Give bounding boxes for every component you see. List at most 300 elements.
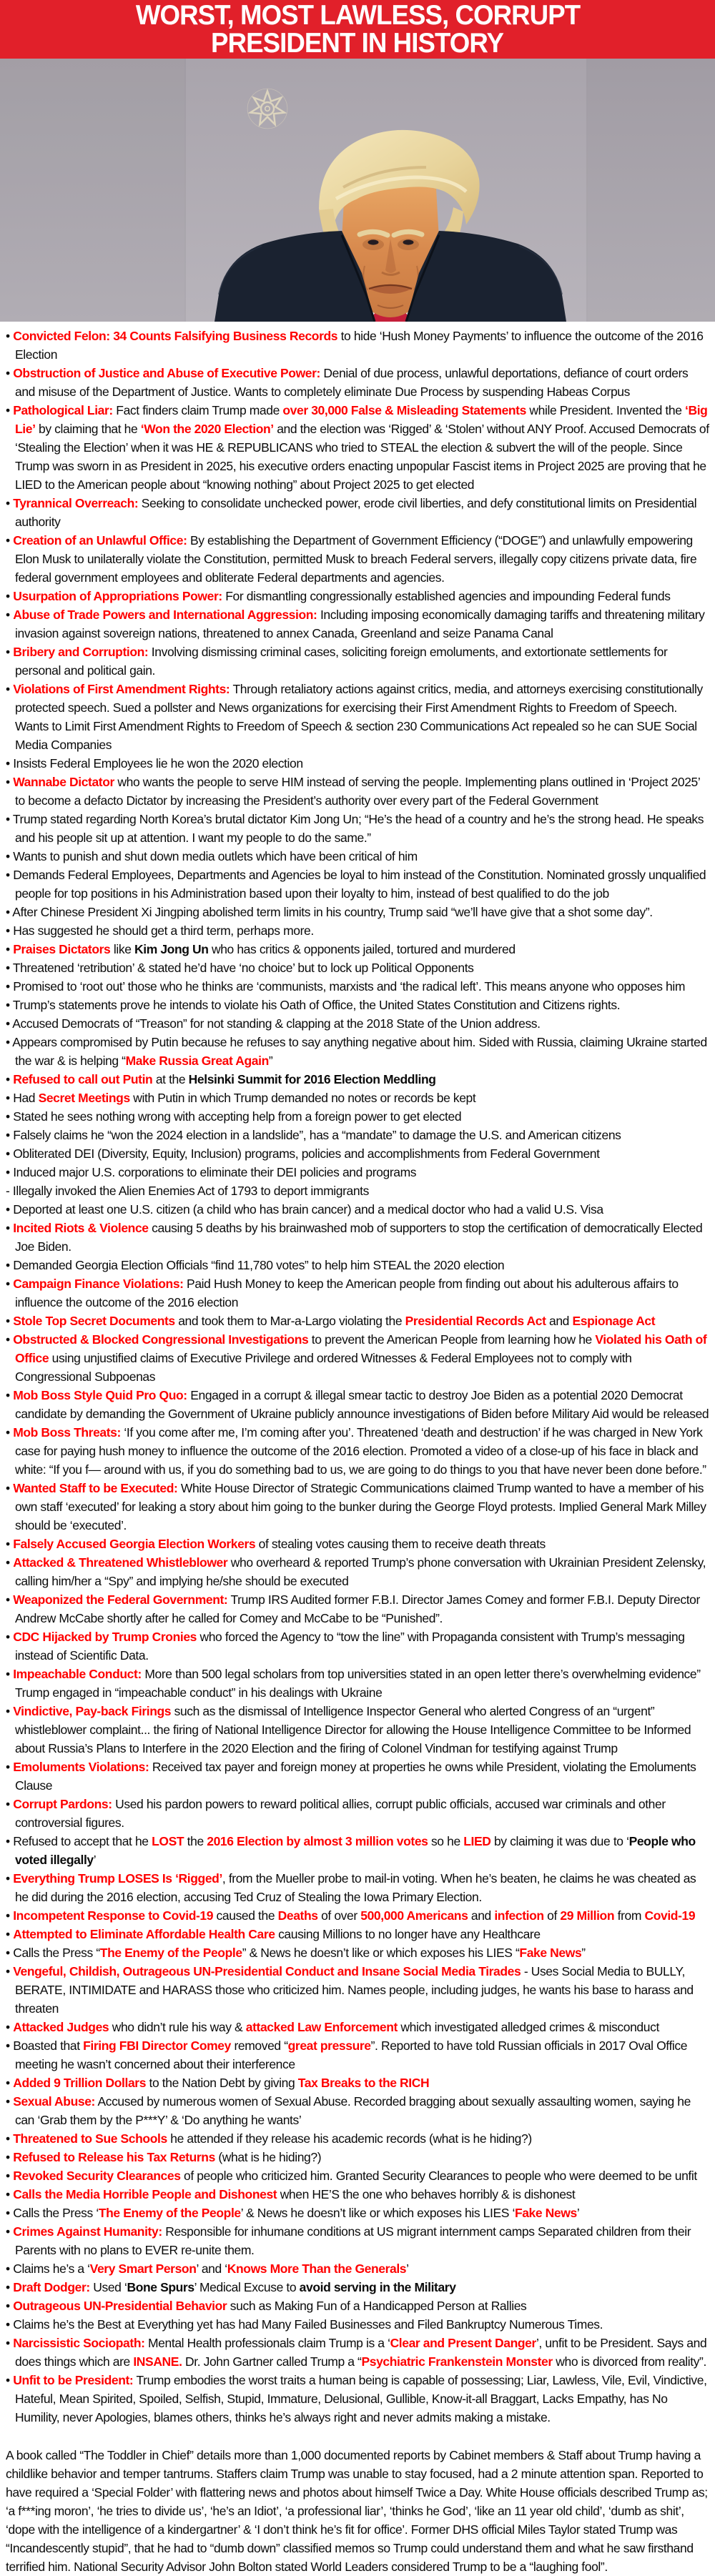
list-item [6,1869,709,1906]
bullet-marker: • [6,1258,14,1272]
text-segment: Responsible for inhumane conditions at US migrant internment camps Separated children from their Parents with no plans to EVER re-unite them. [15,2224,691,2257]
text-segment: who didn’t rule his way & [109,2020,246,2034]
bullet-marker: • [6,775,14,789]
list-item [6,847,709,866]
text-segment: Including imposing economically damaging tariffs and threatening military invasion against sovereign nations, threatened to annex Canada, Greenland and seize Panama Canal [15,608,705,640]
list-item [6,680,709,754]
list-item [6,2036,709,2074]
list-item [6,1925,709,1943]
bullet-marker: • [6,589,14,603]
text-segment: when HE’S the one who behaves horribly & is dishonest [277,2187,576,2201]
bullet-marker: • [6,1630,14,1644]
bullet-marker: • [6,849,14,863]
list-item [6,754,709,773]
text-segment: avoid serving in the Military [299,2280,456,2294]
bullet-marker: • [6,1109,14,1124]
text-segment: of [543,1908,561,1923]
text-segment: Promised to ‘root out’ those who he thinks are ‘communists, marxists and ‘the radical left’. This means anyone who opposes him [13,979,685,994]
bullet-marker: • [6,1016,13,1031]
bullet-marker: • [6,1704,14,1718]
text-segment: For dismantling congressionally established agencies and impounding Federal funds [222,589,671,603]
text-segment: attacked Law Enforcement [245,2020,398,2034]
list-item [6,1832,709,1869]
list-item [6,364,709,401]
list-item [6,1070,709,1089]
bullet-marker: • [6,2169,14,2183]
text-segment: ’ and ‘ [196,2262,227,2276]
text-segment: Espionage Act [572,1314,656,1328]
bullet-marker: • [6,1146,14,1161]
bullet-marker: • [6,1908,14,1923]
list-item [6,1386,709,1423]
bullet-marker: • [6,496,14,510]
list-item [6,940,709,958]
text-segment: of over [317,1908,361,1923]
list-item [6,1535,709,1553]
list-item [6,1906,709,1925]
text-segment: Narcissistic Sociopath: [13,2336,145,2350]
text-segment: Weaponized the Federal Government: [13,1592,228,1607]
text-segment: Denial of due process, unlawful deportations, defiance of court orders and misuse of the Department of Justice. Wants to completely eliminate Due Process by suspending Habeas Corpus [15,366,689,399]
list-item [6,2371,709,2427]
text-segment: Accused Democrats of “Treason” for not standing & clapping at the 2018 State of the Union address. [12,1016,541,1031]
text-segment: Through retaliatory actions against critics, media, and attorneys exercising constitutionally protected speech. Sued a pollster and News organizations for exercising their First Amendment Rights to Freedom of Speech. Wants to Limit First Amendment Rights to Freedom of Speech & section 230 Communications Act repealed so he can SUE Social Media Companies [15,682,703,752]
text-segment: Everything Trump LOSES Is ‘Rigged’ [13,1871,222,1886]
text-segment: Trump embodies the worst traits a human being is capable of possessing; Liar, Lawless, Vile, Evil, Vindictive, Hateful, Mean Spirited, Spoiled, Selfish, Stupid, Immature, Delusional, Gullible, Know-it-all Braggart, Lacks Empathy, has No Humility, never Apologies, blames others, thinks he’s always right and never admits making a mistake. [15,2373,707,2424]
bullet-marker: • [6,2224,14,2239]
text-segment: Fake News [514,2206,577,2220]
bullet-marker: • [6,2206,14,2220]
list-item [6,866,709,903]
bullet-marker: • [6,682,14,696]
bullet-marker: • [6,1871,14,1886]
text-segment: Fact finders claim Trump made [112,403,283,417]
bullet-marker: • [6,998,13,1012]
text-segment: Impeachable Conduct: [13,1667,142,1681]
bullet-marker: • [6,868,14,882]
text-segment: Emoluments Violations: [13,1760,149,1774]
text-segment: Campaign Finance Violations: [13,1277,184,1291]
text-segment: to prevent the American People from learning how he [308,1332,596,1347]
text-segment: Obstructed & Blocked Congressional Investigations [13,1332,309,1347]
text-segment: Usurpation of Appropriations Power: [13,589,222,603]
list-item [6,1089,709,1107]
text-segment: Claims he’s the Best at Everything yet has had Many Failed Businesses and Filed Bankruptcy Numerous Times. [13,2317,603,2332]
bullet-marker: • [6,1425,14,1440]
text-segment: After Chinese President Xi Jingping abolished term limits in his country, Trump said “we’ll have give that a shot some day”. [12,905,653,919]
text-segment: causing 5 deaths by his brainwashed mob of supporters to stop the certification of democratically Elected Joe Biden. [15,1221,703,1254]
list-item [6,921,709,940]
text-segment: Stole Top Secret Documents [13,1314,175,1328]
text-segment: such as Making Fun of a Handicapped Person at Rallies [227,2299,527,2313]
text-segment: Insists Federal Employees lie he won the 2020 election [13,756,303,771]
text-segment: Trump’s statements prove he intends to violate his Oath of Office, the United States Constitution and Citizens rights. [12,998,621,1012]
list-item [6,2297,709,2315]
text-segment: ‘Won the 2020 Election’ [140,422,274,436]
text-segment: with Putin in which Trump demanded no notes or records be kept [129,1091,476,1105]
text-segment: by claiming it was due to ‘ [490,1834,629,1848]
text-segment: and the election was ‘Rigged’ & ‘Stolen’ without ANY Proof. Accused Democrats of ‘Stealing the Election’ when it was HE & REPUBLICANS who tried to STEAL the election & subvert the will of the people. Since Trump was sworn in as President in 2025, his executive orders enacting unpopular Fascist items in Project 2025 are proving that he LIED to the American people about “knowing nothing” about Project 2025 to get elected [15,422,709,492]
text-segment: Dr. John Gartner called Trump a “ [182,2354,362,2369]
text-segment: which investigated alledged crimes & misconduct [397,2020,659,2034]
bullet-marker: • [6,366,14,380]
text-segment: 2016 Election by almost 3 million votes [207,1834,428,1848]
bullet-marker: • [6,923,14,938]
bullet-marker: • [6,979,14,994]
text-segment: Accused by numerous women of Sexual Abuse. Recorded bragging about sexually assaulting women, saying he can ‘Grab them by the P***Y’ & ‘Do anything he wants’ [15,2094,691,2127]
bullet-marker: • [6,1481,14,1495]
text-segment: Involving dismissing criminal cases, soliciting foreign emoluments, and extortionate settlements for personal and political gain. [15,645,668,678]
text-segment: Obliterated DEI (Diversity, Equity, Inclusion) programs, policies and accomplishments from Federal Government [13,1146,600,1161]
text-segment: great pressure [287,2038,371,2053]
text-segment: Received tax payer and foreign money at properties he owns while President, violating the Emoluments Clause [15,1760,696,1793]
list-item [6,1312,709,1330]
text-segment: Abuse of Trade Powers and International Aggression: [13,608,317,622]
bullet-marker: • [6,2076,14,2090]
bullet-marker: • [6,329,14,343]
text-segment: like [110,942,134,956]
text-segment: Fake News [519,1946,582,1960]
text-segment: Calls the Press “ [13,1946,100,1960]
bullet-marker: • [6,2299,14,2313]
text-segment: Clear and Present Danger [390,2336,536,2350]
text-segment: ” & News he doesn’t like or which exposes his LIES “ [242,1946,520,1960]
header-banner [0,0,715,59]
text-segment: and [468,1908,495,1923]
text-segment: ‘Big Lie’ [15,403,708,436]
list-item [6,2148,709,2166]
list-item [6,1423,709,1479]
accusation-list [6,327,709,2427]
text-segment: Covid-19 [644,1908,696,1923]
bullet-marker: • [6,1314,14,1328]
list-item [6,1702,709,1758]
text-segment: Firing FBI Director Comey [83,2038,231,2053]
list-item [6,531,709,587]
text-segment: from [614,1908,645,1923]
bullet-marker: • [6,1555,14,1570]
text-segment: Mob Boss Threats: [13,1425,121,1440]
list-item [6,2074,709,2092]
text-segment: of stealing votes causing them to receive death threats [255,1537,546,1551]
text-segment: Used his pardon powers to reward political allies, corrupt public officials, accused war criminals and other controversial figures. [15,1797,666,1830]
list-item [6,977,709,996]
bullet-marker: • [6,905,13,919]
text-segment: Threatened to Sue Schools [13,2131,167,2146]
list-item [6,1628,709,1665]
bullet-marker: • [6,1927,14,1941]
list-item [6,773,709,810]
bullet-marker: • [6,1091,14,1105]
text-segment: caused the [213,1908,278,1923]
text-segment: Illegally invoked the Alien Enemies Act of 1793 to deport immigrants [12,1184,369,1198]
text-segment: over 30,000 False & Misleading Statements [282,403,526,417]
bullet-marker: • [6,1797,14,1811]
text-segment: By establishing the Department of Government Efficiency (“DOGE”) and unlawfully empowering Elon Musk to unilaterally violate the Constitution, permitted Musk to breach Federal servers, illegally copy citizens private data, fire federal government employees and obliterate Federal departments and agencies. [15,533,697,585]
text-segment: and took them to Mar-a-Largo violating the [174,1314,405,1328]
text-segment: using unjustified claims of Executive Privilege and ordered Witnesses & Federal Employees not to comply with Congressional Subpoenas [15,1351,632,1384]
bullet-marker: • [6,2094,14,2109]
text-segment: who overheard & reported Trump’s phone conversation with Ukrainian President Zelensky, calling him/her a “Spy” and implying he/she should be executed [15,1555,706,1588]
text-segment: who forced the Agency to “tow the line” with Propaganda consistent with Trump’s messaging instead of Scientific Data. [15,1630,685,1663]
bullet-marker: • [6,1072,14,1086]
text-segment: Unfit to be President: [13,2373,134,2387]
text-segment: Refused to accept that he [13,1834,152,1848]
bullet-marker: • [6,2317,14,2332]
text-segment: Tyrannical Overreach: [13,496,139,510]
text-segment: Incompetent Response to Covid-19 [13,1908,214,1923]
list-item [6,810,709,847]
text-segment: Engaged in a corrupt & illegal smear tactic to destroy Joe Biden as a potential 2020 Democrat candidate by demanding the Government of Ukraine publicly announce investigations of Biden before Military Aid would be released [15,1388,709,1421]
text-segment: 29 Million [560,1908,615,1923]
text-segment: Falsely Accused Georgia Election Workers [13,1537,256,1551]
text-segment: Seeking to consolidate unchecked power, erode civil liberties, and defy constitutional limits on Presidential authority [15,496,697,529]
text-segment: Bribery and Corruption: [13,645,149,659]
bullet-marker: • [6,1964,14,1978]
text-segment: Obstruction of Justice and Abuse of Executive Power: [13,366,320,380]
text-segment: Bone Spurs [127,2280,194,2294]
list-item [6,2204,709,2222]
closing-paragraph: A book called “The Toddler in Chief” details more than 1,000 documented reports by Cabinet members & Staff about Trump having a childlike behavior and temper tantrums. Staffers claim Trump was unable to stay focused, had a 2 minute attention span. Reported to have required a ‘Special Folder’ with flattering news and photos about himself Twice a Day. White House officials described Trump as; ‘a f***ing moron’, ‘he tries to divide us’, ‘he’s an Idiot’, ‘a professional liar’, ‘thinks he God’, ‘like an 11 year old child’, ‘dumb as shit’, ‘dope with the intelligence of a kindergartner’ & ‘I don’t think he’s fit for office’. Former DHS official Miles Taylor stated Trump was “Incandescently stupid”, that he had to “dumb down” classified memos so Trump could understand them and what he saw firsthand terrified him. National Security Advisor John Bolton stated World Leaders considered Trump to be a “laughing fool”. [6,2448,708,2574]
list-item [6,2092,709,2129]
text-segment: at the [152,1072,189,1086]
text-segment: Draft Dodger: [13,2280,90,2294]
text-segment: Had [13,1091,39,1105]
text-segment: Boasted that [13,2038,84,2053]
text-segment: infection [494,1908,544,1923]
text-segment: CDC Hijacked by Trump Cronies [13,1630,197,1644]
text-segment: Kim Jong Un [134,942,209,956]
bullet-marker: • [6,608,14,622]
bullet-marker: • [6,1277,14,1291]
text-segment: ’ & News he doesn’t like or which exposes his LIES ‘ [240,2206,515,2220]
list-item [6,2315,709,2334]
text-segment: Demanded Georgia Election Officials “find 11,780 votes” to help him STEAL the 2020 election [13,1258,505,1272]
bullet-marker: • [6,1332,14,1347]
bullet-marker: • [6,1202,14,1217]
list-item [6,2129,709,2148]
text-segment: INSANE. [133,2354,182,2369]
bullet-marker: • [6,2131,14,2146]
text-segment: Corrupt Pardons: [13,1797,112,1811]
mugshot-photo [0,59,715,322]
text-segment: Used ‘ [89,2280,127,2294]
text-segment: Incited Riots & Violence [13,1221,149,1235]
text-segment: of people who criticized him. Granted Security Clearances to people who were deemed to be unfit [180,2169,697,2183]
list-item [6,2334,709,2371]
text-segment: 500,000 Americans [360,1908,468,1923]
bullet-marker: • [6,1946,14,1960]
text-segment: Demands Federal Employees, Departments and Agencies be loyal to him instead of the Constitution. Nominated grossly unqualified people for top positions in his Administration based upon their loyalty to him, instead of best qualified to do the job [13,868,706,901]
bullet-marker: • [6,2020,14,2034]
list-item [6,1033,709,1070]
text-segment: ”. Reported to have told Russian officials in 2017 Oval Office meeting he wasn’t concerned about their interference [15,2038,688,2071]
text-segment: so he [428,1834,464,1848]
text-segment: ’, unfit to be President. Says and does things which are [15,2336,707,2369]
text-segment: - Uses Social Media to BULLY, BERATE, INTIMIDATE and HARASS those who criticized him. Names people, including judges, he wants his base to harass and threaten [15,1964,694,2016]
text-segment: to hide ‘Hush Money Payments’ to influence the outcome of the 2016 Election [15,329,704,362]
text-segment: LOST [152,1834,184,1848]
text-segment: ‘If you come after me, I’m coming after you’. Threatened ‘death and destruction’ if he was charged in New York case for paying hush money to influence the outcome of the 2016 election. Promoted a video of a close-up of his face in black and white: “If you f— around with us, if you do something bad to us, we are going to do things to you that have never been done before.” [15,1425,706,1477]
text-segment: The Enemy of the People [98,2206,241,2220]
text-segment: Revoked Security Clearances [13,2169,181,2183]
text-segment: Wanted Staff to be Executed: [13,1481,178,1495]
text-segment: Secret Meetings [38,1091,130,1105]
list-item [6,2185,709,2204]
list-item [6,903,709,921]
list-item [6,996,709,1014]
list-item [6,1107,709,1126]
list-item [6,2018,709,2036]
list-item [6,1219,709,1256]
list-item [6,1274,709,1312]
text-segment: Tax Breaks to the RICH [297,2076,430,2090]
text-segment: Helsinki Summit for 2016 Election Meddling [188,1072,436,1086]
bullet-marker: • [6,961,13,975]
text-segment: Attempted to Eliminate Affordable Health Care [13,1927,275,1941]
bullet-marker: • [6,2150,14,2164]
list-item [6,587,709,605]
mugshot-illustration [0,59,715,322]
text-segment: who has critics & opponents jailed, tortured and murdered [208,942,516,956]
list-item [6,494,709,531]
text-segment: Convicted Felon: 34 Counts Falsifying Business Records [13,329,338,343]
list-item [6,958,709,977]
bullet-marker: • [6,1760,14,1774]
text-segment: Make Russia Great Again [125,1054,269,1068]
text-segment: Claims he’s a ‘ [13,2262,90,2276]
list-item [6,1330,709,1386]
text-segment: ” [268,1054,273,1068]
text-segment: Creation of an Unlawful Office: [13,533,187,548]
text-segment: Crimes Against Humanity: [13,2224,162,2239]
bullet-marker: • [6,2373,14,2387]
list-item [6,1256,709,1274]
list-item [6,2166,709,2185]
text-segment: Induced major U.S. corporations to eliminate their DEI policies and programs [13,1165,417,1179]
text-segment: Sexual Abuse: [13,2094,95,2109]
list-item [6,1014,709,1033]
list-item [6,1126,709,1144]
text-segment: (what is he hiding?) [214,2150,322,2164]
text-segment: Vengeful, Childish, Outrageous UN-Presidential Conduct and Insane Social Media Tirades [13,1964,521,1978]
text-segment: Outrageous UN-Presidential Behavior [13,2299,227,2313]
list-item [6,401,709,494]
text-segment: Vindictive, Pay-back Firings [13,1704,172,1718]
bullet-marker: • [6,2336,14,2350]
bullet-marker: • [6,942,14,956]
list-item [6,605,709,643]
bullet-marker: • [6,645,14,659]
bullet-marker: • [6,1128,14,1142]
text-segment: who is divorced from reality”. [552,2354,706,2369]
text-segment: Trump stated regarding North Korea’s brutal dictator Kim Jong Un; “He’s the head of a country and he’s the strong head. He speaks and his people sit up at attention. I want my people to do the same.” [12,812,704,845]
text-segment: by claiming that he [35,422,141,436]
list-item [6,1200,709,1219]
text-segment: while President. Invented the [526,403,686,417]
bullet-marker: • [6,1667,14,1681]
list-item [6,1182,709,1200]
text-segment: Knows More Than the Generals [227,2262,407,2276]
bullet-marker: • [6,403,14,417]
text-segment: Violated his Oath of Office [15,1332,707,1365]
bullet-marker: • [6,533,14,548]
text-segment: ’ [93,1853,97,1867]
text-segment: Refused to call out Putin [13,1072,153,1086]
list-item [6,1144,709,1163]
text-segment: to the Nation Debt by giving [146,2076,298,2090]
text-segment: such as the dismissal of Intelligence Inspector General who alerted Congress of an “urgent” whistleblower complaint... the firing of National Intelligence Director for allowing the House Intelligence Committee to be Informed about Russia’s Plans to Interfere in the 2020 Election and the firing of Colonel Vindman for testifying against Trump [15,1704,691,1755]
list-item [6,1665,709,1702]
list-item [6,643,709,680]
list-item [6,1479,709,1535]
bullet-marker: • [6,1537,14,1551]
bullet-marker: • [6,1165,14,1179]
text-segment: More than 500 legal scholars from top universities stated in an open letter there’s overwhelming evidence” Trump engaged in “impeachable conduct” in his dealings with Ukraine [15,1667,701,1700]
text-segment: , from the Mueller probe to mail-in voting. When he’s beaten, he claims he was cheated as he did during the 2016 election, accusing Ted Cruz of Stealing the Iowa Primary Election. [15,1871,696,1904]
text-segment: Stated he sees nothing wrong with accepting help from a foreign power to get elected [13,1109,462,1124]
text-segment: Trump IRS Audited former F.B.I. Director James Comey and former F.B.I. Deputy Director Andrew McCabe shortly after he called for Comey and McCabe to be “Punished”. [15,1592,700,1625]
text-segment: Appears compromised by Putin because he refuses to say anything negative about him. Sided with Russia, claiming Ukraine started the war & is helping “ [12,1035,707,1068]
bullet-marker: - [6,1184,13,1198]
text-segment: and [546,1314,573,1328]
text-segment: Calls the Media Horrible People and Dishonest [13,2187,277,2201]
text-segment: Mob Boss Style Quid Pro Quo: [13,1388,187,1402]
list-item [6,1962,709,2018]
text-segment: Wannabe Dictator [13,775,114,789]
text-segment: Has suggested he should get a third term, perhaps more. [13,923,314,938]
list-item [6,1795,709,1832]
text-segment: Praises Dictators [13,942,111,956]
text-segment: Calls the Press ‘ [13,2206,99,2220]
header-title-line1: WORST, MOST LAWLESS, CORRUPT [135,0,580,31]
accusation-text-block [0,322,715,2576]
text-segment: Deported at least one U.S. citizen (a child who has brain cancer) and a medical doctor who had a valid U.S. Visa [13,1202,603,1217]
text-segment: Refused to Release his Tax Returns [13,2150,215,2164]
text-segment: LIED [463,1834,491,1848]
list-item [6,1943,709,1962]
bullet-marker: • [6,1221,14,1235]
bullet-marker: • [6,1834,14,1848]
text-segment: Violations of First Amendment Rights: [13,682,230,696]
header-title-line2: PRESIDENT IN HISTORY [211,28,504,59]
text-segment: The Enemy of the People [99,1946,242,1960]
list-item [6,2278,709,2297]
bullet-marker: • [6,2187,14,2201]
text-segment: he attended if they release his academic records (what is he hiding?) [167,2131,532,2146]
text-segment: Attacked & Threatened Whistleblower [13,1555,228,1570]
list-item [6,2259,709,2278]
text-segment: ” [581,1946,586,1960]
list-item [6,2222,709,2259]
list-item [6,327,709,364]
text-segment: Pathological Liar: [13,403,113,417]
bullet-marker: • [6,2280,14,2294]
text-segment: ’ Medical Excuse to [194,2280,300,2294]
text-segment: causing Millions to no longer have any Healthcare [275,1927,541,1941]
bullet-marker: • [6,2038,14,2053]
text-segment: Attacked Judges [13,2020,109,2034]
bullet-marker: • [6,1592,14,1607]
text-segment: Falsely claims he “won the 2024 election in a landslide”, has a “mandate” to damage the U.S. and American citizens [13,1128,621,1142]
list-item [6,1553,709,1590]
text-segment: Added 9 Trillion Dollars [13,2076,147,2090]
text-segment: Very Smart Person [89,2262,197,2276]
bullet-marker: • [6,1388,14,1402]
list-item [6,1590,709,1628]
text-segment: Threatened ‘retribution’ & stated he’d have ‘no choice’ but to lock up Political Opponents [12,961,474,975]
list-item [6,1758,709,1795]
